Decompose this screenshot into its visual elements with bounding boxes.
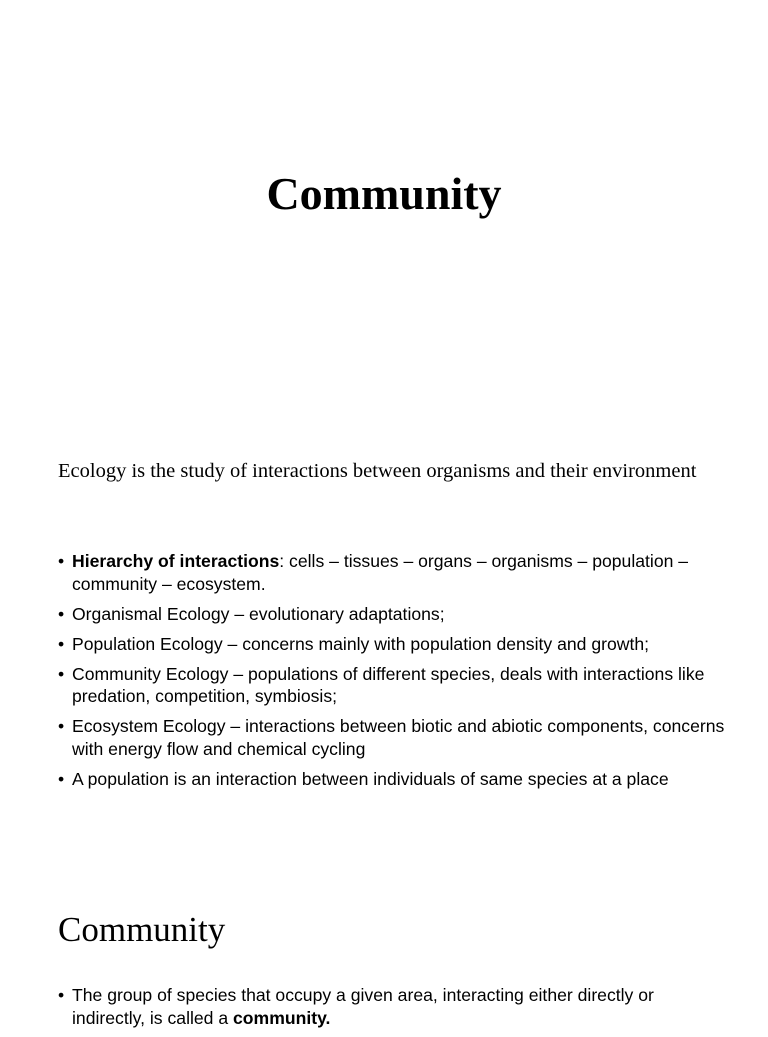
bullet-text: The group of species that occupy a given area, interacting either directly or indirectly, is called a [72, 985, 654, 1028]
section-title: Community [58, 910, 226, 949]
list-item [58, 633, 726, 656]
list-item [58, 663, 726, 708]
bullet-text: Population Ecology – concerns mainly with population density and growth; [72, 633, 650, 654]
bullet-text: Ecosystem Ecology – interactions between biotic and abiotic components, concerns with energy flow and chemical cycling [72, 716, 725, 759]
community-slide [0, 890, 768, 1028]
ecology-slide [0, 410, 768, 890]
bullet-icon: • [58, 716, 65, 736]
list-item [58, 984, 726, 1029]
title-slide [0, 0, 768, 410]
list-item [58, 550, 726, 595]
bullet-text: Community Ecology – populations of different species, deals with interactions like predation, competition, symbiosis; [72, 663, 705, 706]
list-item [58, 603, 726, 626]
ecology-definition: Ecology is the study of interactions between organisms and their environment [58, 460, 697, 482]
bullet-text: Organismal Ecology – evolutionary adaptations; [72, 603, 445, 624]
ecology-bullet-list [58, 550, 726, 798]
list-item [58, 715, 726, 760]
bullet-bold-text: Hierarchy of interactions [72, 551, 280, 571]
bullet-text: : cells – tissues – organs – organisms – population – community – ecosystem. [72, 551, 689, 594]
bullet-icon: • [58, 603, 65, 624]
bullet-bold-text: community. [233, 1007, 331, 1028]
bullet-icon: • [58, 633, 65, 654]
bullet-icon: • [58, 768, 65, 789]
community-bullet-list [58, 984, 726, 1037]
list-item [58, 768, 726, 791]
bullet-icon: • [58, 551, 65, 571]
slide-title: Community [266, 168, 502, 219]
bullet-icon: • [58, 985, 65, 1005]
bullet-icon: • [58, 663, 65, 684]
bullet-text: A population is an interaction between individuals of same species at a place [72, 768, 669, 789]
